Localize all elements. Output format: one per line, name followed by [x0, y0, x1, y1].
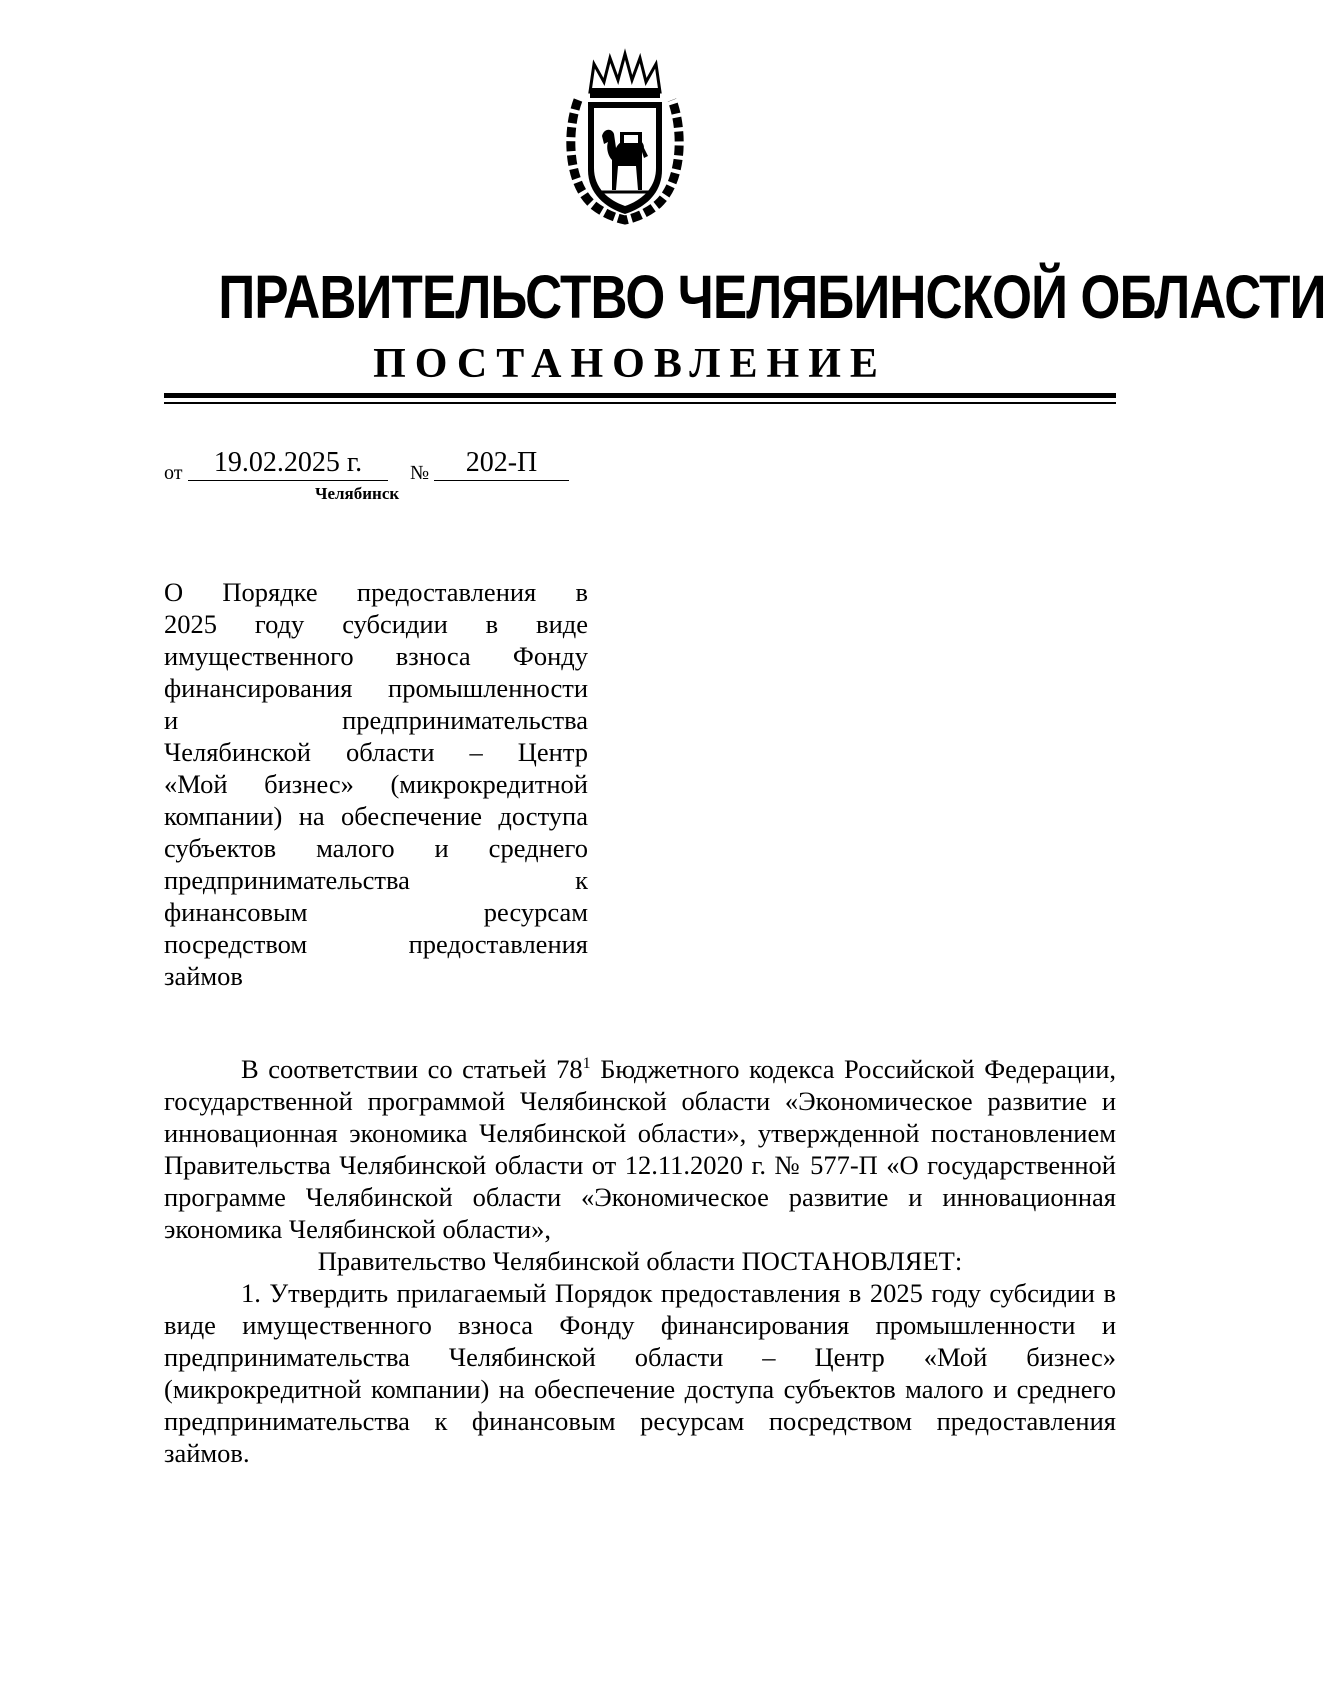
- subject-line: и предпринимательства: [164, 705, 588, 735]
- number-prefix: №: [410, 462, 430, 484]
- document-subject: [164, 576, 588, 992]
- subject-line: О Порядке предоставления в: [164, 577, 588, 607]
- document-meta-line: [164, 446, 644, 486]
- preamble-start: В соответствии со статьей 78: [241, 1054, 583, 1084]
- subject-line: посредством предоставления: [164, 929, 588, 959]
- subject-line: субъектов малого и среднего: [164, 833, 588, 863]
- preamble-paragraph: [164, 1053, 1116, 1245]
- article-superscript: 1: [582, 1055, 591, 1073]
- document-number: 202-П: [434, 446, 569, 481]
- subject-line: «Мой бизнес» (микрокредитной: [164, 769, 588, 799]
- chelyabinsk-coat-of-arms-icon: [564, 52, 686, 222]
- subject-line: займов: [164, 961, 243, 991]
- date-prefix: от: [164, 462, 183, 484]
- item-1-paragraph: 1. Утвердить прилагаемый Порядок предоставления в 2025 году субсидии в виде имущественного взноса Фонду финансирования промышленности и предпринимательства Челябинской области – Центр «Мой бизнес» (микрокредитной компании) на обеспечение доступа субъектов малого и среднего предпринимательства к финансовым ресурсам посредством предоставления займов.: [164, 1278, 1116, 1468]
- subject-line: финансовым ресурсам: [164, 897, 588, 927]
- document-city: Челябинск: [315, 484, 400, 503]
- subject-line: предпринимательства к: [164, 865, 588, 895]
- document-type-title: ПОСТАНОВЛЕНИЕ: [373, 341, 887, 387]
- document-body: [164, 1053, 1116, 1469]
- organization-title: ПРАВИТЕЛЬСТВО ЧЕЛЯБИНСКОЙ ОБЛАСТИ: [218, 263, 1326, 331]
- preamble-rest: Бюджетного кодекса Российской Федерации, государственной программой Челябинской области «Экономическое развитие и инновационная экономика Челябинской области», утвержденной постановлением Правительства Челябинской области от 12.11.2020 г. № 577-П «О государственной программе Челябинской области «Экономическое развитие и инновационная экономика Челябинской области»,: [164, 1054, 1117, 1244]
- header-rule-thin: [164, 402, 1116, 404]
- subject-line: 2025 году субсидии в виде: [164, 609, 588, 639]
- subject-line: финансирования промышленности: [164, 673, 588, 703]
- subject-line: компании) на обеспечение доступа: [164, 801, 588, 831]
- header-rule-thick: [164, 393, 1116, 398]
- subject-line: имущественного взноса Фонду: [164, 641, 588, 671]
- document-date: 19.02.2025 г.: [188, 446, 388, 481]
- subject-line: Челябинской области – Центр: [164, 737, 588, 767]
- resolves-line: Правительство Челябинской области ПОСТАНОВЛЯЕТ:: [317, 1246, 963, 1276]
